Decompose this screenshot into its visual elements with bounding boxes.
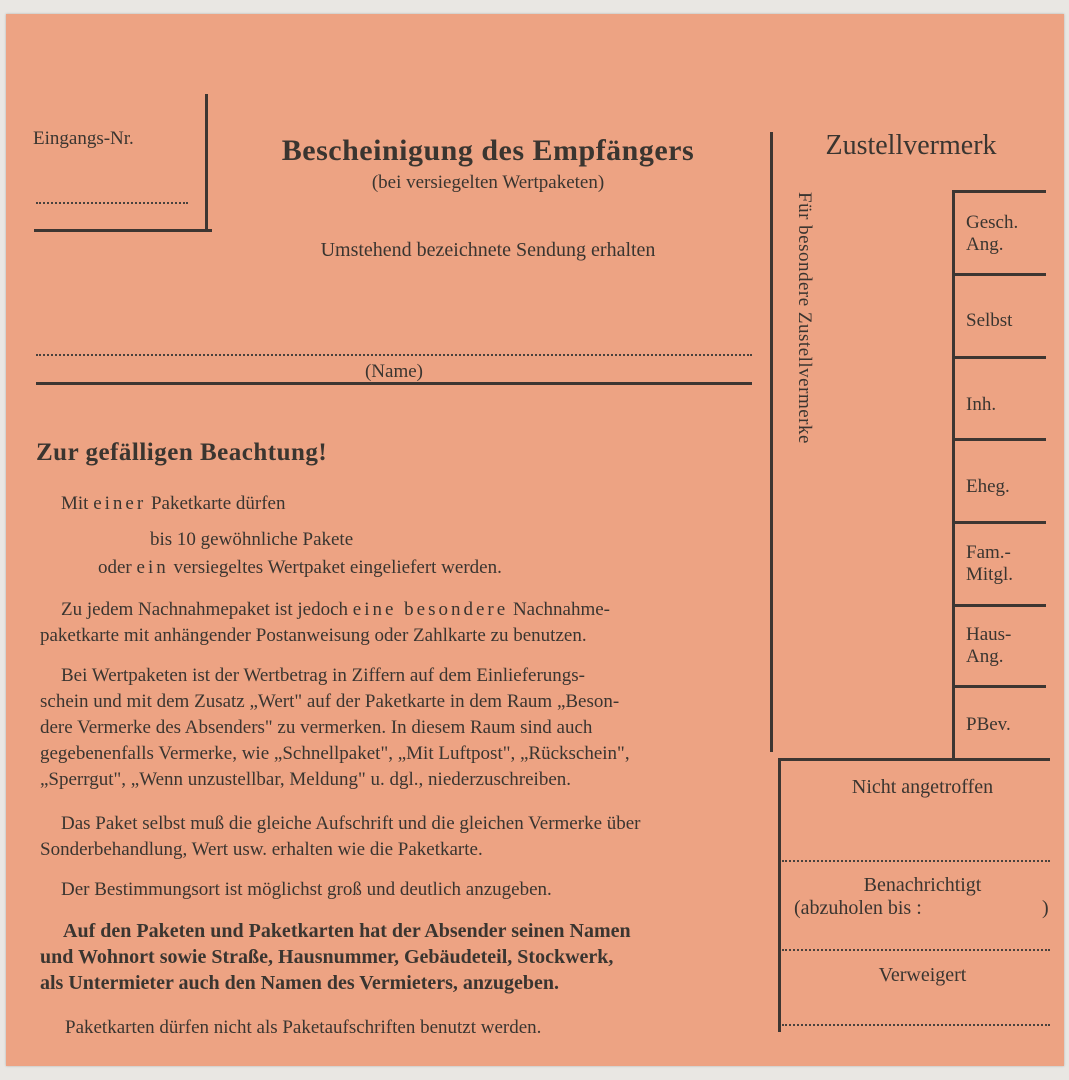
note-p2-line2: paketkarte mit anhängender Postanweisung oder Zahlkarte zu benutzen. bbox=[40, 625, 587, 646]
name-underline bbox=[36, 382, 752, 385]
note-p2-line1 bbox=[61, 596, 610, 623]
dotted-separator bbox=[782, 860, 1050, 862]
note-p3-line2: schein und mit dem Zusatz „Wert" auf der Paketkarte in dem Raum „Beson- bbox=[40, 691, 620, 712]
form-subtitle: (bei versiegelten Wertpaketen) bbox=[371, 172, 605, 193]
verweigert-label: Verweigert bbox=[878, 964, 967, 986]
note-emphasis: eine besondere bbox=[352, 599, 509, 620]
note-p1-line3 bbox=[98, 554, 502, 581]
box-divider bbox=[954, 438, 1046, 441]
box-label-line: Ang. bbox=[966, 646, 1004, 667]
name-label: (Name) bbox=[364, 361, 424, 382]
box-label-line: Gesch. bbox=[966, 212, 1019, 233]
note-p6-line2: und Wohnort sowie Straße, Hausnummer, Gebäudeteil, Stockwerk, bbox=[40, 946, 614, 968]
note-p6-line3: als Untermieter auch den Namen des Vermieters, anzugeben. bbox=[40, 972, 560, 994]
note-emphasis: ein bbox=[136, 557, 169, 578]
box-divider bbox=[954, 685, 1046, 688]
vertical-zustellvermerke-label: Für besondere Zustellvermerke bbox=[794, 192, 815, 444]
note-p5: Der Bestimmungsort ist möglichst groß und deutlich anzugeben. bbox=[61, 879, 552, 900]
notes-heading: Zur gefälligen Beachtung! bbox=[36, 439, 328, 466]
box-gesch-ang bbox=[966, 212, 1056, 256]
note-text: versiegeltes Wertpaket eingeliefert werden. bbox=[168, 557, 502, 578]
box-eheg: Eheg. bbox=[966, 476, 1010, 497]
benachrichtigt-label: Benachrichtigt bbox=[863, 874, 982, 896]
note-text: Paketkarte dürfen bbox=[146, 493, 286, 514]
form-title: Bescheinigung des Empfängers bbox=[281, 134, 695, 167]
note-p3-line5: „Sperrgut", „Wenn unzustellbar, Meldung" u. dgl., niederzuschreiben. bbox=[40, 769, 571, 790]
box-divider bbox=[954, 356, 1046, 359]
note-p7: Paketkarten dürfen nicht als Paketaufschriften benutzt werden. bbox=[65, 1017, 542, 1038]
dotted-separator bbox=[782, 1024, 1050, 1026]
name-dotted-line bbox=[36, 354, 752, 356]
zustellvermerk-title: Zustellvermerk bbox=[825, 130, 997, 161]
eingangs-nr-divider bbox=[205, 94, 208, 230]
box-haus-ang bbox=[966, 624, 1056, 668]
right-column-divider-upper bbox=[770, 132, 773, 752]
eingangs-nr-dotted-line bbox=[36, 202, 188, 204]
dotted-separator bbox=[782, 949, 1050, 951]
eingangs-nr-label: Eingangs-Nr. bbox=[33, 128, 134, 149]
note-emphasis: einer bbox=[93, 493, 147, 514]
box-divider bbox=[954, 521, 1046, 524]
box-divider bbox=[954, 604, 1046, 607]
box-inh: Inh. bbox=[966, 394, 997, 415]
note-text: Zu jedem Nachnahmepaket ist jedoch bbox=[61, 599, 353, 620]
box-label-line: Fam.- bbox=[966, 542, 1011, 563]
note-p4-line2: Sonderbehandlung, Wert usw. erhalten wie die Paketkarte. bbox=[40, 839, 483, 860]
note-p4-line1: Das Paket selbst muß die gleiche Aufschrift und die gleichen Vermerke über bbox=[61, 813, 641, 834]
abzuholen-close-paren: ) bbox=[1042, 897, 1049, 919]
note-p3-line3: dere Vermerke des Absenders" zu vermerken. In diesem Raum sind auch bbox=[40, 717, 593, 738]
note-text: oder bbox=[98, 557, 137, 578]
received-statement: Umstehend bezeichnete Sendung erhalten bbox=[320, 239, 656, 261]
note-p3-line1: Bei Wertpaketen ist der Wertbetrag in Ziffern auf dem Einlieferungs- bbox=[61, 665, 586, 686]
note-p3-line4: gegebenenfalls Vermerke, wie „Schnellpaket", „Mit Luftpost", „Rückschein", bbox=[40, 743, 630, 764]
box-pbev: PBev. bbox=[966, 714, 1011, 735]
boxes-bottom-border bbox=[780, 758, 1050, 761]
note-p1-line2: bis 10 gewöhnliche Pakete bbox=[150, 529, 354, 550]
box-fam-mitgl bbox=[966, 542, 1056, 586]
note-p6-line1: Auf den Paketen und Paketkarten hat der Absender seinen Namen bbox=[63, 920, 631, 942]
eingangs-nr-underline bbox=[34, 229, 212, 232]
note-text: Nachnahme- bbox=[508, 599, 610, 620]
note-p1-line1 bbox=[61, 490, 285, 517]
parcel-card-form bbox=[6, 14, 1064, 1066]
box-selbst: Selbst bbox=[966, 310, 1013, 331]
nicht-angetroffen-label: Nicht angetroffen bbox=[851, 776, 994, 798]
box-divider bbox=[954, 190, 1046, 193]
box-divider bbox=[954, 273, 1046, 276]
box-label-line: Haus- bbox=[966, 624, 1012, 645]
box-label-line: Mitgl. bbox=[966, 564, 1013, 585]
box-label-line: Ang. bbox=[966, 234, 1004, 255]
note-text: Mit bbox=[61, 493, 94, 514]
abzuholen-label: (abzuholen bis : bbox=[794, 897, 922, 919]
